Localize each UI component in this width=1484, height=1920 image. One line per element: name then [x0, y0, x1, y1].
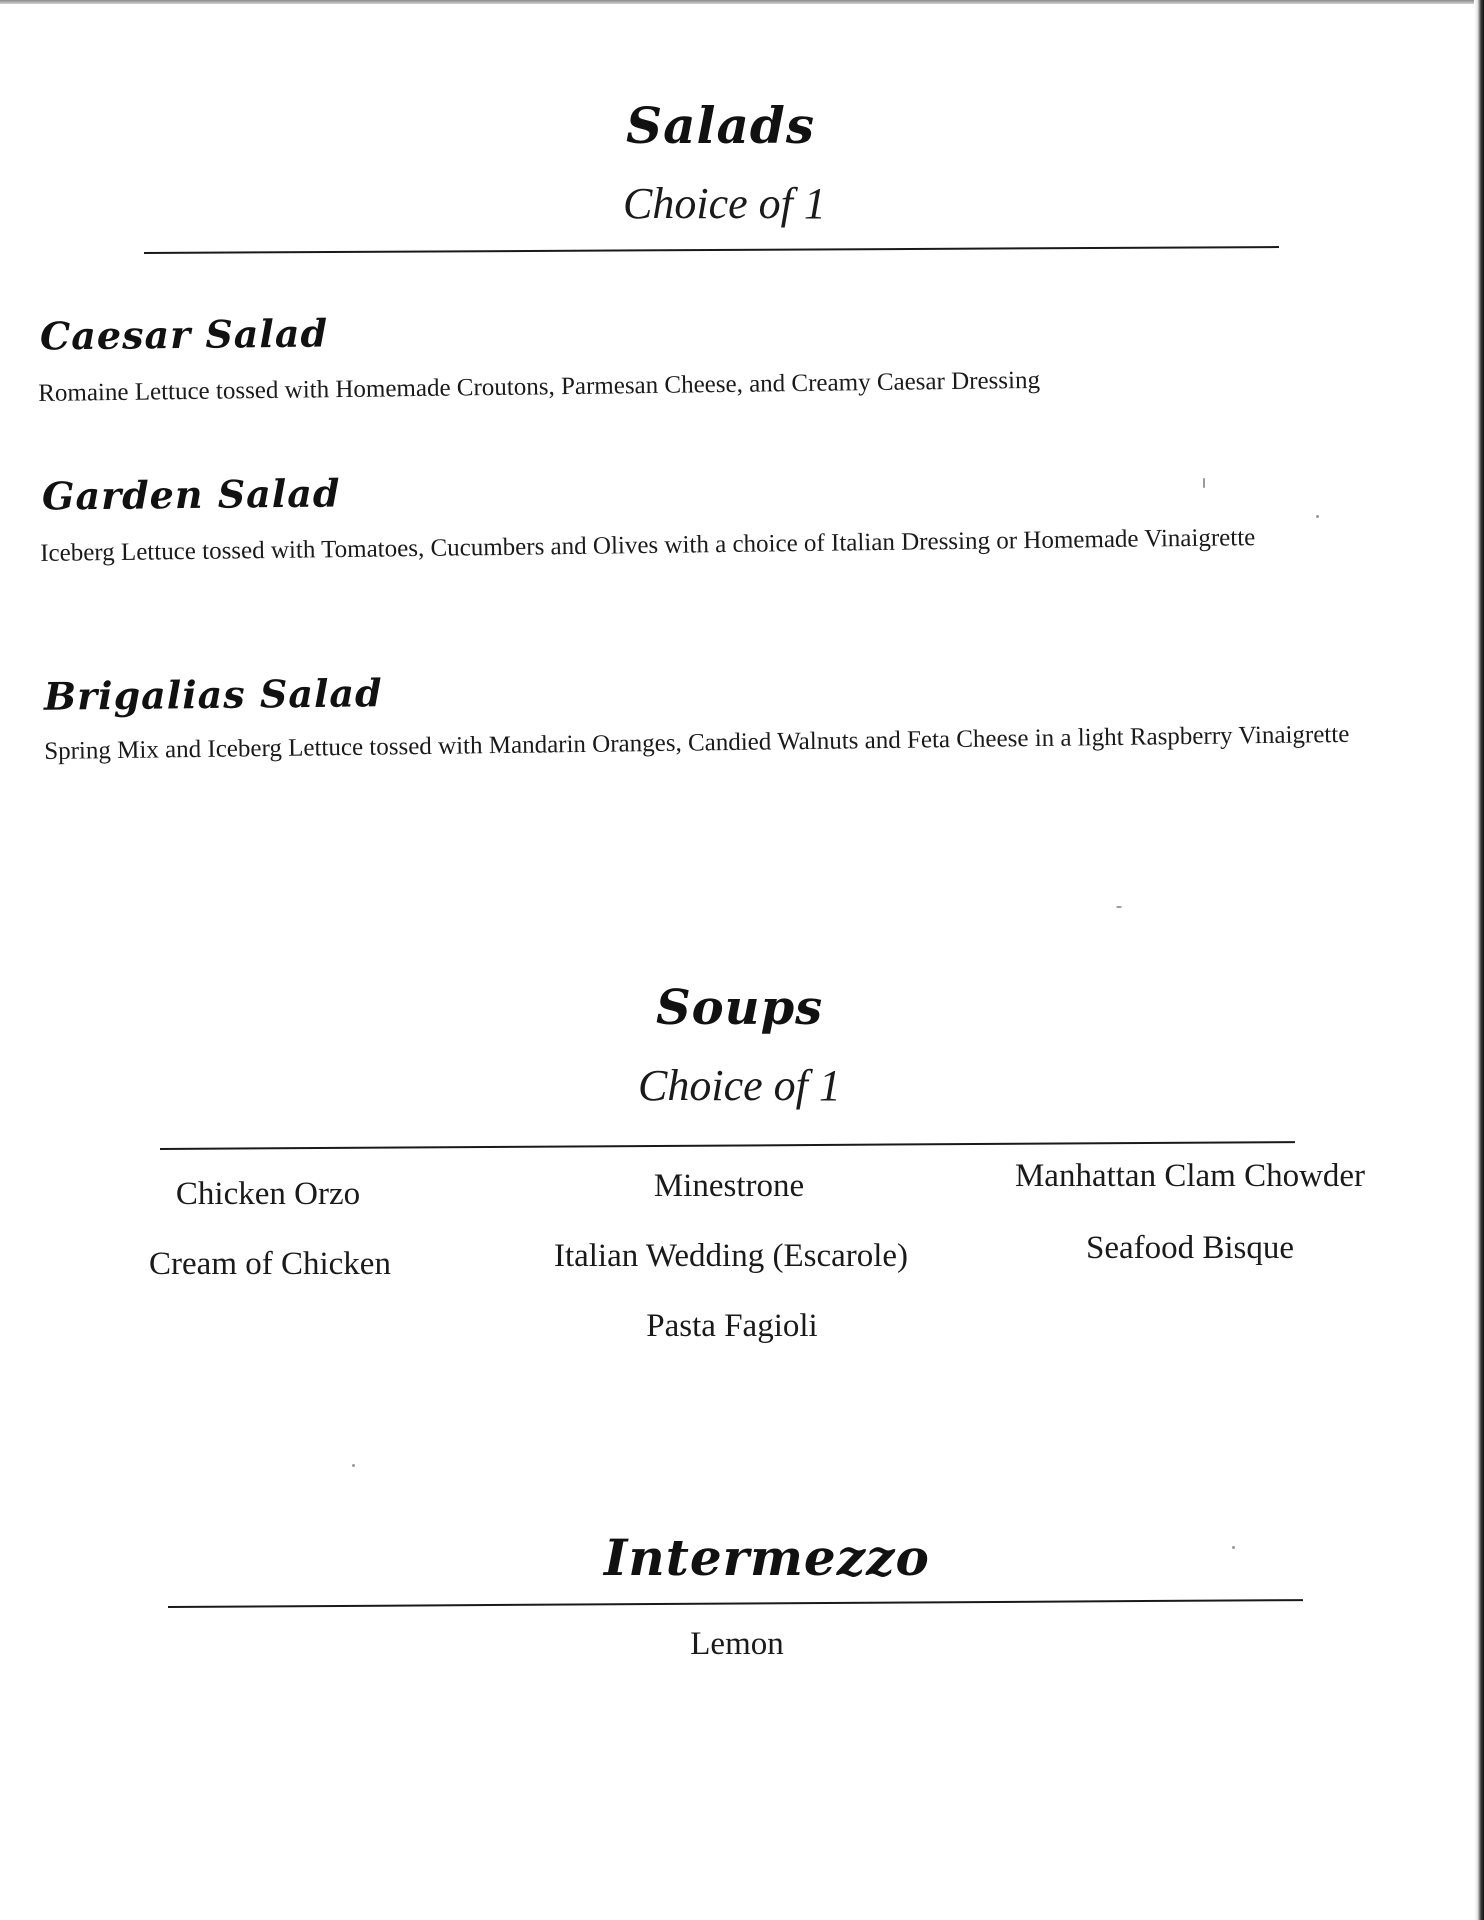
soups-divider: [160, 1141, 1295, 1150]
scan-top-edge: [0, 0, 1484, 4]
soup-item: Seafood Bisque: [1085, 1230, 1295, 1266]
intermezzo-item: Lemon: [690, 1626, 784, 1662]
soup-item: Italian Wedding (Escarole): [553, 1238, 909, 1274]
scan-speck: [1116, 906, 1122, 908]
intermezzo-heading: Intermezzo: [604, 1528, 930, 1587]
soup-item: Chicken Orzo: [175, 1176, 361, 1212]
soup-item: Pasta Fagioli: [646, 1308, 818, 1344]
scan-speck: [1232, 1546, 1235, 1549]
salads-heading: Salads: [626, 96, 816, 155]
soup-item: Manhattan Clam Chowder: [1014, 1158, 1366, 1194]
brigalias-salad-title: Brigalias Salad: [43, 670, 383, 719]
caesar-salad-title: Caesar Salad: [39, 310, 329, 359]
scan-speck: [1203, 478, 1205, 488]
garden-salad-description: Iceberg Lettuce tossed with Tomatoes, Cucumbers and Olives with a choice of Italian Dressing or Homemade Vinaigrette: [40, 524, 1256, 567]
soups-heading: Soups: [656, 980, 824, 1036]
soups-subheading: Choice of 1: [638, 1061, 841, 1110]
scan-right-edge: [1474, 0, 1484, 1920]
brigalias-salad-description: Spring Mix and Iceberg Lettuce tossed with Mandarin Oranges, Candied Walnuts and Feta Cheese in a light Raspberry Vinaigrette: [44, 720, 1350, 765]
salads-subheading: Choice of 1: [623, 179, 826, 228]
soup-item: Cream of Chicken: [149, 1246, 391, 1282]
soup-item: Minestrone: [653, 1168, 805, 1204]
scan-speck: [352, 1464, 355, 1467]
intermezzo-divider: [168, 1599, 1303, 1608]
scan-speck: [1316, 515, 1319, 518]
caesar-salad-description: Romaine Lettuce tossed with Homemade Croutons, Parmesan Cheese, and Creamy Caesar Dressing: [38, 366, 1041, 407]
salads-divider: [144, 246, 1279, 254]
garden-salad-title: Garden Salad: [41, 470, 341, 519]
